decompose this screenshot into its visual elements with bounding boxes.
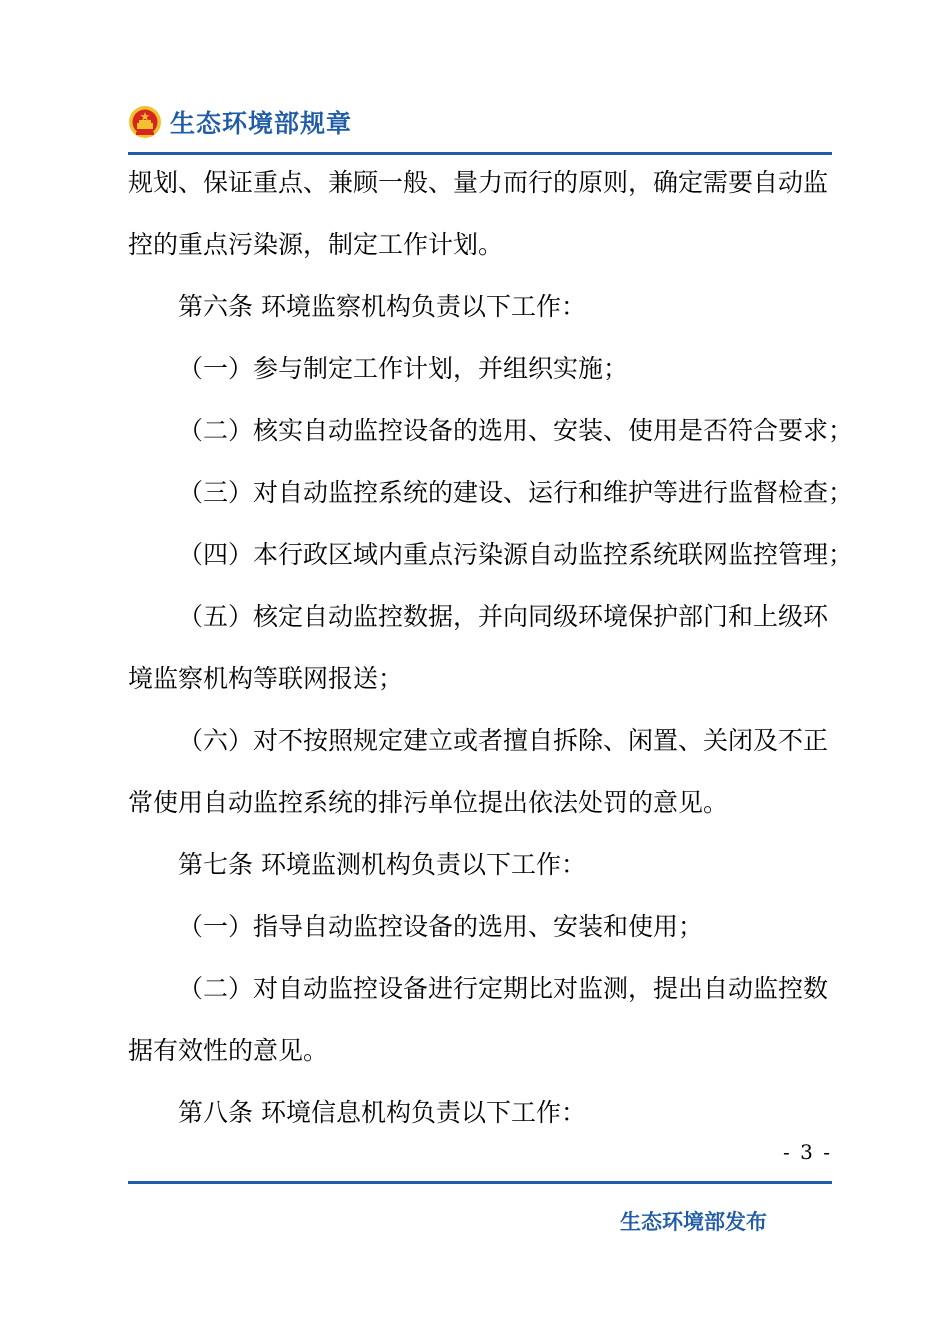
article-heading: 第六条 环境监察机构负责以下工作： xyxy=(178,292,586,321)
text-line: 规划、保证重点、兼顾一般、量力而行的原则，确定需要自动监 xyxy=(128,168,829,197)
list-item: （三）对自动监控系统的建设、运行和维护等进行监督检查； xyxy=(178,478,854,507)
article-heading: 第七条 环境监测机构负责以下工作： xyxy=(178,850,586,879)
list-item: （二）对自动监控设备进行定期比对监测，提出自动监控数 xyxy=(178,974,829,1003)
article-heading: 第八条 环境信息机构负责以下工作： xyxy=(178,1098,586,1127)
footer-publisher: 生态环境部发布 xyxy=(620,1210,767,1234)
text-line: 据有效性的意见。 xyxy=(128,1036,329,1065)
list-item: （一）指导自动监控设备的选用、安装和使用； xyxy=(178,912,704,941)
list-item: （二）核实自动监控设备的选用、安装、使用是否符合要求； xyxy=(178,416,854,445)
list-item: （一）参与制定工作计划，并组织实施； xyxy=(178,354,629,383)
text-line: 境监察机构等联网报送； xyxy=(128,664,404,693)
header-title: 生态环境部规章 xyxy=(170,109,353,138)
list-item: （四）本行政区域内重点污染源自动监控系统联网监控管理； xyxy=(178,540,854,569)
text-line: 常使用自动监控系统的排污单位提出依法处罚的意见。 xyxy=(128,788,729,817)
page-number: - 3 - xyxy=(783,1140,832,1164)
page-header xyxy=(128,100,352,144)
list-item: （六）对不按照规定建立或者擅自拆除、闲置、关闭及不正 xyxy=(178,726,829,755)
national-emblem-icon xyxy=(128,105,162,139)
text-line: 控的重点污染源，制定工作计划。 xyxy=(128,230,504,259)
list-item: （五）核定自动监控数据，并向同级环境保护部门和上级环 xyxy=(178,602,829,631)
footer-divider xyxy=(128,1181,832,1184)
